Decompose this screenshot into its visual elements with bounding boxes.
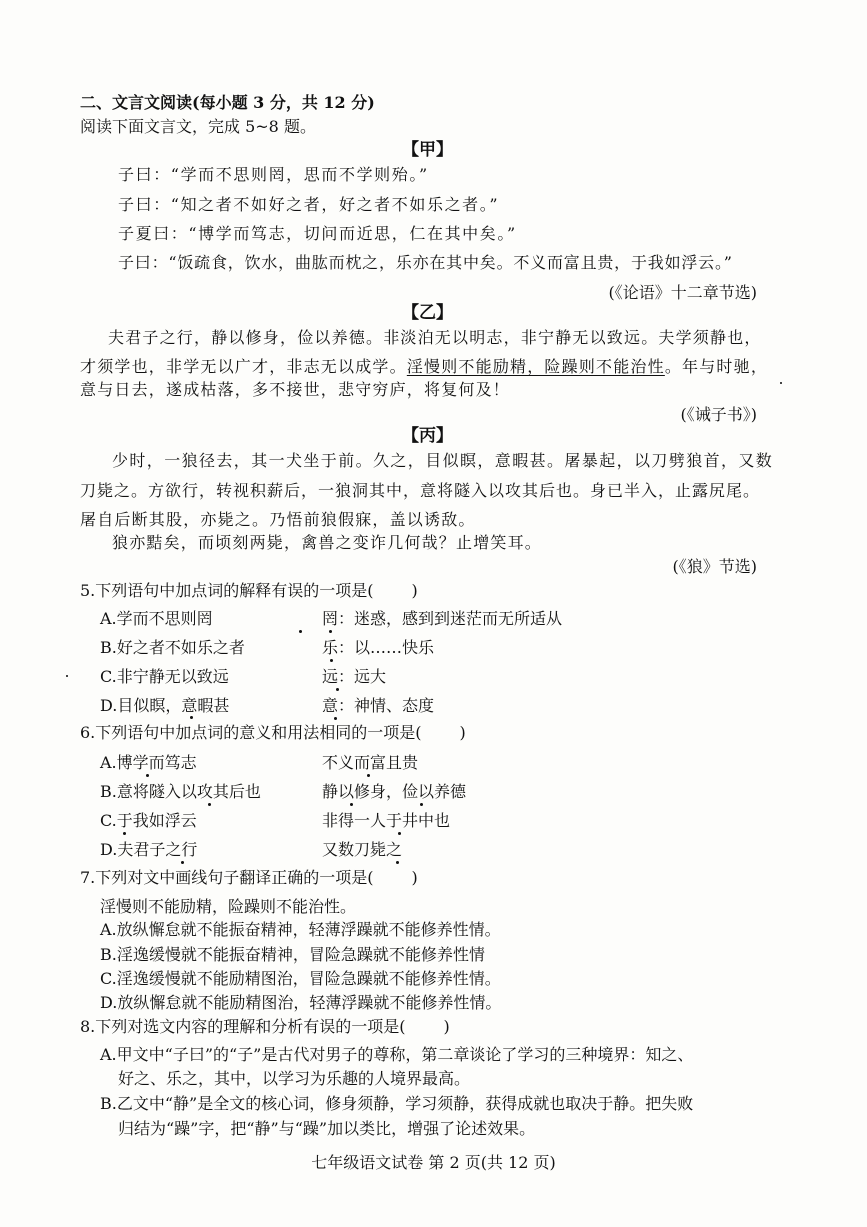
question-5-stem — [80, 580, 418, 602]
section-instruction: 阅读下面文言文，完成 5~8 题。 — [80, 117, 316, 136]
passage-c-line: 少时，一狼径去，其一犬坐于前。久之，目似瞑，意暇甚。屠暴起，以刀劈狼首，又数 — [112, 451, 774, 470]
q6-option-d: D.夫君子之行 — [100, 840, 198, 859]
passage-c-line: 刀毙之。方欲行，转视积薪后，一狼洞其中，意将隧入以攻其后也。身已半入，止露尻尾。 — [80, 481, 761, 500]
page-footer: 七年级语文试卷 第 2 页(共 12 页) — [311, 1153, 556, 1172]
scan-speck — [66, 675, 68, 677]
passage-a-line: 子曰：“知之者不如好之者，好之者不如乐之者。” — [118, 195, 500, 214]
q7-option-c: C.淫逸缓慢就不能励精图治，冒险急躁就不能修养性情。 — [100, 969, 501, 988]
underlined-sentence: 淫慢则不能励精，险躁则不能治性 — [406, 357, 665, 376]
passage-b-line: 夫君子之行，静以修身，俭以养德。非淡泊无以明志，非宁静无以致远。夫学须静也， — [108, 328, 762, 347]
passage-a-heading: 【甲】 — [402, 140, 453, 160]
q6-option-a-compare: 不义而富且贵 — [322, 753, 419, 772]
question-stem-text: 5.下列语句中加点词的解释有误的一项是( — [80, 581, 374, 600]
q5-option-b-gloss: 乐：以……快乐 — [322, 638, 435, 657]
passage-a-line: 子曰：“饭疏食，饮水，曲肱而枕之，乐亦在其中矣。不义而富且贵，于我如浮云。” — [118, 253, 733, 272]
q6-option-b: B.意将隧入以攻其后也 — [100, 782, 261, 801]
paren-close: ) — [411, 581, 418, 600]
q7-sentence: 淫慢则不能励精，险躁则不能治性。 — [100, 897, 357, 916]
emphasis-dot — [367, 774, 370, 777]
emphasis-dot — [329, 630, 332, 633]
q5-option-a-gloss: 罔：迷惑，感到到迷茫而无所适从 — [322, 609, 563, 628]
emphasis-dot — [146, 774, 149, 777]
q6-option-b-compare: 静以修身，俭以养德 — [322, 782, 467, 801]
passage-a-source: (《论语》十二章节选) — [608, 283, 757, 302]
q6-option-c: C.于我如浮云 — [100, 811, 197, 830]
section-title: 二、文言文阅读(每小题 3 分，共 12 分) — [80, 93, 375, 112]
q6-option-a: A.博学而笃志 — [100, 753, 197, 772]
scan-speck — [780, 382, 782, 384]
passage-c-source: (《狼》节选) — [672, 557, 757, 576]
q8-option-a-line2: 好之、乐之，其中，以学习为乐趣的人境界最高。 — [118, 1069, 471, 1088]
emphasis-dot — [299, 630, 302, 633]
question-stem-text: 7.下列对文中画线句子翻译正确的一项是( — [80, 868, 374, 887]
passage-c-line: 屠自后断其股，亦毙之。乃悟前狼假寐，盖以诱敌。 — [80, 510, 476, 529]
emphasis-dot — [330, 659, 333, 662]
passage-b-heading: 【乙】 — [402, 303, 453, 323]
q5-option-b: B.好之者不如乐之者 — [100, 638, 245, 657]
q5-option-c-gloss: 远：远大 — [322, 667, 387, 686]
question-7-stem — [80, 867, 418, 889]
emphasis-dot — [336, 688, 339, 691]
passage-b-line — [80, 356, 768, 378]
paren-close: ) — [411, 868, 418, 887]
q5-option-d: D.目似瞑，意暇甚 — [100, 696, 230, 715]
paren-close: ) — [443, 1017, 450, 1036]
q8-option-b-line1: B.乙文中“静”是全文的核心词，修身须静，学习须静，获得成就也取决于静。把失败 — [100, 1094, 694, 1113]
emphasis-dot — [208, 803, 211, 806]
emphasis-dot — [190, 716, 193, 719]
question-stem-text: 8.下列对选文内容的理解和分析有误的一项是( — [80, 1017, 406, 1036]
q5-option-d-gloss: 意：神情、态度 — [322, 696, 435, 715]
q8-option-b-line2: 归结为“躁”字，把“静”与“躁”加以类比，增强了论述效果。 — [118, 1119, 536, 1138]
q5-option-a: A.学而不思则罔 — [100, 609, 213, 628]
emphasis-dot — [123, 832, 126, 835]
q8-option-a-line1: A.甲文中“子曰”的“子”是古代对男子的尊称，第二章谈论了学习的三种境界：知之、 — [100, 1045, 694, 1064]
passage-b-text: 才须学也，非学无以广才，非志无以成学。 — [80, 357, 407, 376]
passage-b-line: 意与日去，遂成枯落，多不接世，悲守穷庐，将复何及！ — [80, 380, 511, 399]
question-6-stem — [80, 722, 466, 744]
passage-b-source: (《诫子书》) — [680, 405, 757, 424]
q7-option-d: D.放纵懈怠就不能励精图治，轻薄浮躁就不能修养性情。 — [100, 993, 502, 1012]
q7-option-b: B.淫逸缓慢就不能振奋精神，冒险急躁就不能修养性情 — [100, 945, 485, 964]
q6-option-c-compare: 非得一人于井中也 — [322, 811, 451, 830]
q5-option-c: C.非宁静无以致远 — [100, 667, 229, 686]
question-stem-text: 6.下列语句中加点词的意义和用法相同的一项是( — [80, 723, 422, 742]
emphasis-dot — [396, 861, 399, 864]
passage-b-text: 。年与时驰， — [664, 357, 769, 376]
emphasis-dot — [334, 717, 337, 720]
emphasis-dot — [350, 803, 353, 806]
passage-a-line: 子夏曰：“博学而笃志，切问而近思，仁在其中矣。” — [118, 224, 517, 243]
emphasis-dot — [181, 861, 184, 864]
passage-c-line: 狼亦黠矣，而顷刻两毙，禽兽之变诈几何哉？止增笑耳。 — [112, 533, 543, 552]
q7-option-a: A.放纵懈怠就不能振奋精神，轻薄浮躁就不能修养性情。 — [100, 920, 501, 939]
q6-option-d-compare: 又数刀毙之 — [322, 840, 403, 859]
passage-c-heading: 【丙】 — [402, 426, 453, 446]
passage-a-line: 子曰：“学而不思则罔，思而不学则殆。” — [118, 165, 429, 184]
emphasis-dot — [420, 803, 423, 806]
question-8-stem — [80, 1016, 450, 1038]
paren-close: ) — [459, 723, 466, 742]
emphasis-dot — [398, 832, 401, 835]
